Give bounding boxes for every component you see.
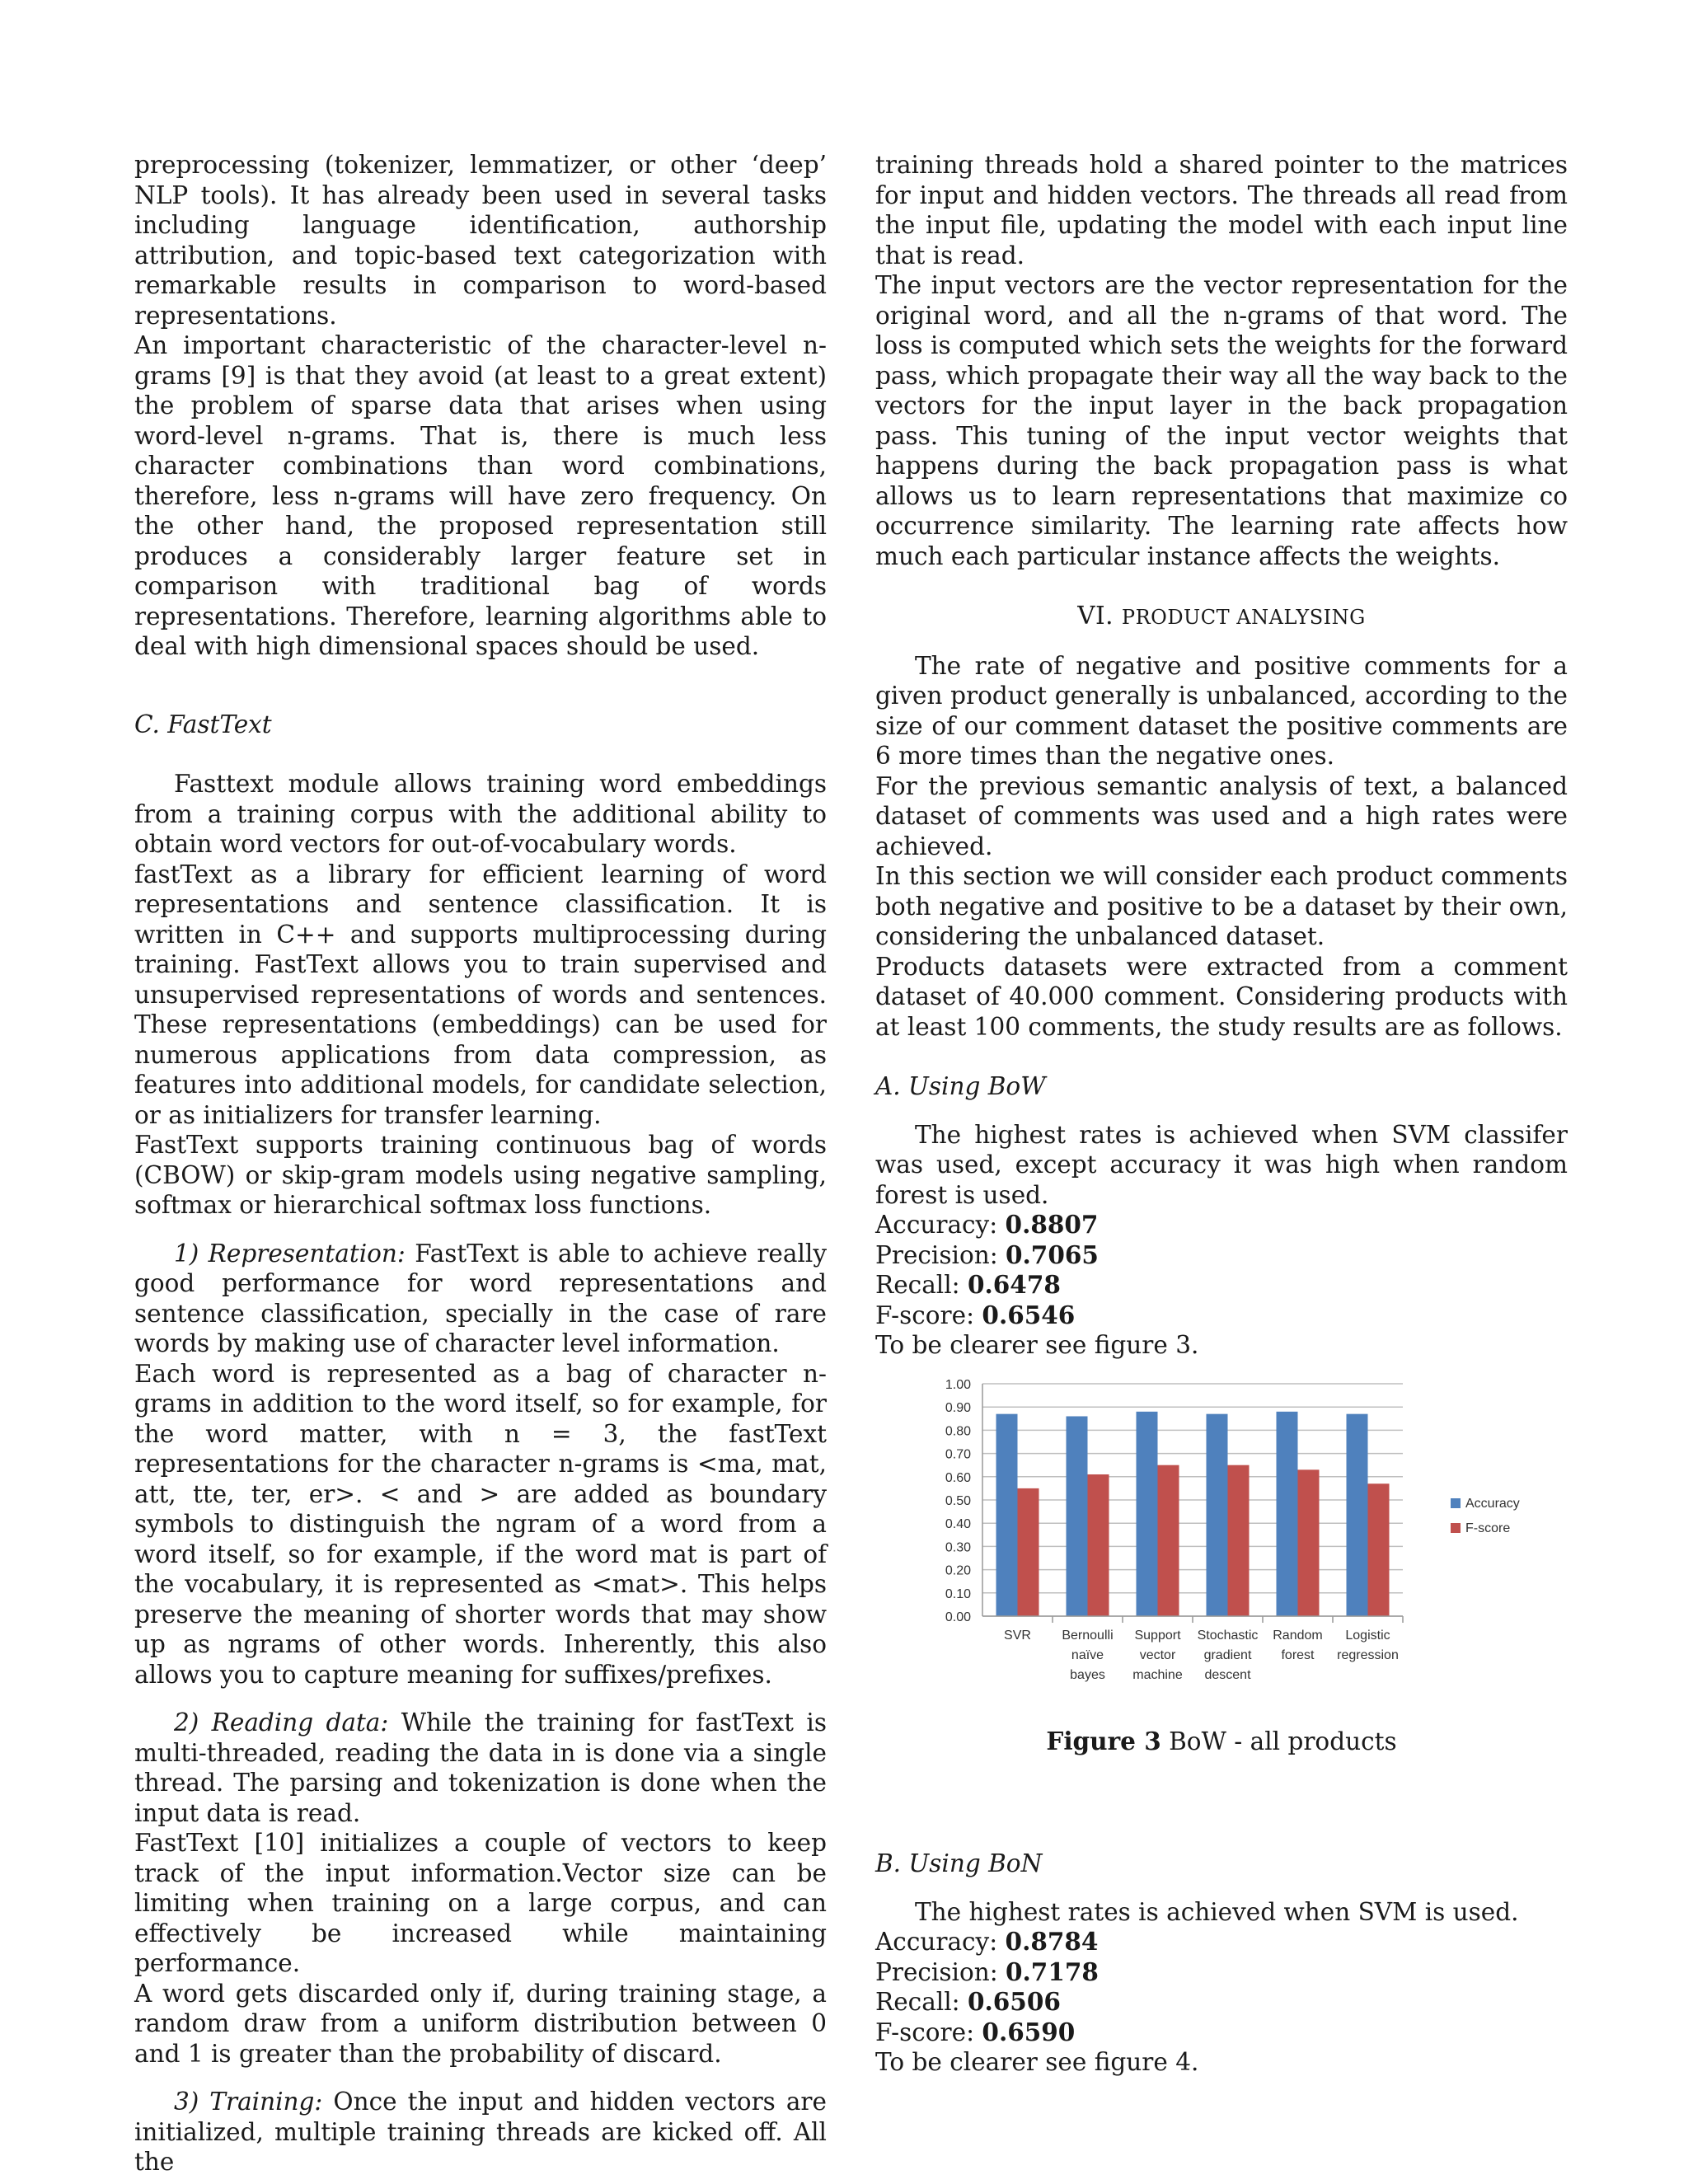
x-tick-label: machine xyxy=(1132,1667,1183,1682)
y-tick-label: 0.30 xyxy=(945,1540,971,1554)
y-tick-label: 0.60 xyxy=(945,1470,971,1485)
legend-label: F-score xyxy=(1465,1521,1511,1535)
bon-accuracy-value: 0.8784 xyxy=(1005,1927,1099,1956)
subsection-training xyxy=(134,2087,827,2177)
x-tick-label: regression xyxy=(1337,1647,1399,1662)
bar-accuracy xyxy=(1347,1413,1368,1615)
subsection-training-title: 3) Training: xyxy=(174,2088,323,2116)
x-tick-label: descent xyxy=(1204,1667,1251,1682)
bar-f-score xyxy=(1228,1465,1250,1615)
bon-precision xyxy=(875,1957,1568,1988)
bon-accuracy xyxy=(875,1927,1568,1957)
bow-recall-label: Recall: xyxy=(875,1271,968,1299)
bon-recall xyxy=(875,1987,1568,2018)
bar-f-score xyxy=(1088,1474,1109,1615)
left-paragraph-5: FastText supports training continuous bag of words (CBOW) or skip-gram models using negative sampling, softmax or hierarchical softmax loss functions. xyxy=(134,1131,827,1219)
right-paragraph-5: In this section we will consider each product comments both negative and positive to be a dataset by their own, considering the unbalanced dataset. xyxy=(875,862,1568,950)
section-vi-title: PRODUCT ANALYSING xyxy=(1121,606,1366,629)
bow-fscore xyxy=(875,1301,1568,1331)
bow-accuracy-value: 0.8807 xyxy=(1005,1210,1099,1239)
x-tick-label: Logistic xyxy=(1345,1628,1390,1643)
x-tick-label: Support xyxy=(1134,1628,1181,1643)
figure-3 xyxy=(875,1376,1568,1757)
section-b-heading: B. Using BoN xyxy=(875,1849,1043,1877)
x-tick-label: forest xyxy=(1281,1647,1315,1662)
right-paragraph-3: The rate of negative and positive comments for a given product generally is unbalanced, according to the size of our comment dataset the positive comments are 6 more times than the negative ones. xyxy=(875,651,1568,770)
bar-accuracy xyxy=(1277,1411,1298,1615)
bar-accuracy xyxy=(1207,1413,1228,1615)
section-vi-heading xyxy=(875,601,1568,633)
right-paragraph-6: Products datasets were extracted from a comment dataset of 40.000 comment. Considering products with at least 100 comments, the study results are as follows. xyxy=(875,952,1568,1041)
bow-accuracy-label: Accuracy: xyxy=(875,1211,1006,1239)
bon-fscore xyxy=(875,2018,1568,2048)
section-b-text: The highest rates is achieved when SVM is used. xyxy=(915,1897,1519,1926)
bow-fscore-value: 0.6546 xyxy=(982,1300,1076,1329)
bar-f-score xyxy=(1018,1488,1039,1615)
bar-accuracy xyxy=(1137,1411,1158,1615)
legend-swatch xyxy=(1451,1523,1461,1533)
y-tick-label: 0.50 xyxy=(945,1493,971,1508)
right-column xyxy=(875,150,1568,2078)
bow-accuracy xyxy=(875,1210,1568,1240)
bow-recall-value: 0.6478 xyxy=(967,1270,1061,1299)
bar-accuracy xyxy=(1067,1416,1088,1616)
subsection-training-text: Once the input and hidden vectors are initialized, multiple training threads are kicked off. All the xyxy=(134,2088,827,2176)
right-paragraph-4: For the previous semantic analysis of text, a balanced dataset of comments was used and a high rates were achieved. xyxy=(875,771,1568,860)
left-paragraph-3: Fasttext module allows training word embeddings from a training corpus with the additional ability to obtain word vectors for out-of-vocabulary words. xyxy=(134,770,827,858)
section-c-heading: C. FastText xyxy=(134,710,272,738)
subsection-reading-data-title: 2) Reading data: xyxy=(174,1708,389,1736)
bon-fscore-value: 0.6590 xyxy=(982,2017,1076,2046)
y-tick-label: 0.40 xyxy=(945,1516,971,1531)
bon-accuracy-label: Accuracy: xyxy=(875,1928,1006,1956)
figure-3-caption-text: BoW - all products xyxy=(1160,1727,1397,1755)
left-paragraph-1: preprocessing (tokenizer, lemmatizer, or other ‘deep’ NLP tools). It has already been used in several tasks including language identification, authorship attribution, and topic-based text categorization with remarkable results in comparison to word-based representations. xyxy=(134,151,827,330)
subsection-representation xyxy=(134,1239,827,1359)
section-vi-number: VI. xyxy=(1077,602,1114,630)
section-a-heading: A. Using BoW xyxy=(875,1072,1046,1100)
left-paragraph-8: A word gets discarded only if, during training stage, a random draw from a uniform distribution between 0 and 1 is greater than the probability of discard. xyxy=(134,1979,827,2068)
bow-precision-label: Precision: xyxy=(875,1240,1006,1269)
x-tick-label: naïve xyxy=(1071,1647,1104,1662)
subsection-reading-data-text: While the training for fastText is multi-threaded, reading the data in is done via a single thread. The parsing and tokenization is done when the input data is read. xyxy=(134,1708,827,1827)
y-tick-label: 0.80 xyxy=(945,1423,971,1438)
subsection-reading-data xyxy=(134,1708,827,1828)
x-tick-label: vector xyxy=(1139,1647,1176,1662)
x-tick-label: gradient xyxy=(1203,1647,1252,1662)
left-paragraph-7: FastText [10] initializes a couple of vectors to keep track of the input information.Vector size can be limiting when training on a large corpus, and can effectively be increased while maintaining performance. xyxy=(134,1829,827,1977)
y-tick-label: 1.00 xyxy=(945,1377,971,1392)
left-paragraph-2: An important characteristic of the character-level n-grams [9] is that they avoid (at least to a great extent) the problem of sparse data that arises when using word-level n-grams. That is, there is much less character combinations than word combinations, therefore, less n-grams will have zero frequency. On the other hand, the proposed representation still produces a considerably larger feature set in comparison with traditional bag of words representations. Therefore, learning algorithms able to deal with high dimensional spaces should be used. xyxy=(134,331,827,660)
left-paragraph-6: Each word is represented as a bag of character n-grams in addition to the word itself, so for example, for the word matter, with n = 3, the fastText representations for the character n-grams is <ma, mat, att, tte, ter, er>. < and > are added as boundary symbols to distinguish the ngram of a word from a word itself, so for example, if the word mat is part of the vocabulary, it is represented as <mat>. This helps preserve the meaning of shorter words that may show up as ngrams of other words. Inherently, this also allows you to capture meaning for suffixes/prefixes. xyxy=(134,1359,827,1689)
bon-precision-value: 0.7178 xyxy=(1006,1957,1099,1986)
subsection-representation-title: 1) Representation: xyxy=(174,1239,406,1268)
figure-3-label: Figure 3 xyxy=(1046,1726,1161,1755)
y-tick-label: 0.70 xyxy=(945,1447,971,1462)
x-tick-label: Stochastic xyxy=(1197,1628,1259,1643)
y-tick-label: 0.90 xyxy=(945,1400,971,1415)
bar-f-score xyxy=(1158,1465,1179,1615)
y-tick-label: 0.10 xyxy=(945,1586,971,1601)
bar-accuracy xyxy=(996,1413,1018,1615)
bow-fscore-label: F-score: xyxy=(875,1301,982,1329)
bon-recall-label: Recall: xyxy=(875,1988,968,2016)
x-tick-label: SVR xyxy=(1004,1628,1031,1643)
right-paragraph-2: The input vectors are the vector representation for the original word, and all the n-grams of that word. The loss is computed which sets the weights for the forward pass, which propagate their way all the way back to the vectors for the input layer in the back propagation pass. This tuning of the input vector weights that happens during the back propagation pass is what allows us to learn representations that maximize co occurrence similarity. The learning rate affects how much each particular instance affects the weights. xyxy=(875,271,1568,570)
bon-fscore-label: F-score: xyxy=(875,2018,982,2046)
bow-precision-value: 0.7065 xyxy=(1006,1240,1099,1269)
figure-3-caption xyxy=(875,1727,1568,1757)
bow-see-figure: To be clearer see figure 3. xyxy=(875,1331,1199,1359)
left-column xyxy=(134,150,827,2177)
x-tick-label: Random xyxy=(1273,1628,1323,1643)
right-paragraph-1: training threads hold a shared pointer to the matrices for input and hidden vectors. The threads all read from the input file, updating the model with each input line that is read. xyxy=(875,151,1568,269)
legend-swatch xyxy=(1451,1498,1461,1508)
legend-label: Accuracy xyxy=(1465,1496,1520,1511)
subsection-representation-text: FastText is able to achieve really good performance for word representations and sentence classification, specially in the case of rare words by making use of character level information. xyxy=(134,1239,827,1357)
x-tick-label: Bernoulli xyxy=(1062,1628,1114,1643)
bow-precision xyxy=(875,1240,1568,1271)
bar-chart xyxy=(875,1376,1568,1713)
y-tick-label: 0.00 xyxy=(945,1610,971,1624)
bow-recall xyxy=(875,1270,1568,1301)
bon-precision-label: Precision: xyxy=(875,1957,1006,1986)
y-tick-label: 0.20 xyxy=(945,1563,971,1578)
bon-see-figure: To be clearer see figure 4. xyxy=(875,2048,1199,2076)
left-paragraph-4: fastText as a library for efficient learning of word representations and sentence classification. It is written in C++ and supports multiprocessing during training. FastText allows you to train supervised and unsupervised representations of words and sentences. These representations (embeddings) can be used for numerous applications from data compression, as features into additional models, for candidate selection, or as initializers for transfer learning. xyxy=(134,860,827,1129)
bar-f-score xyxy=(1368,1483,1390,1616)
bar-f-score xyxy=(1298,1469,1320,1616)
bon-recall-value: 0.6506 xyxy=(967,1987,1061,2016)
section-a-text: The highest rates is achieved when SVM classifer was used, except accuracy it was high when random forest is used. xyxy=(875,1120,1568,1209)
x-tick-label: bayes xyxy=(1070,1667,1105,1682)
